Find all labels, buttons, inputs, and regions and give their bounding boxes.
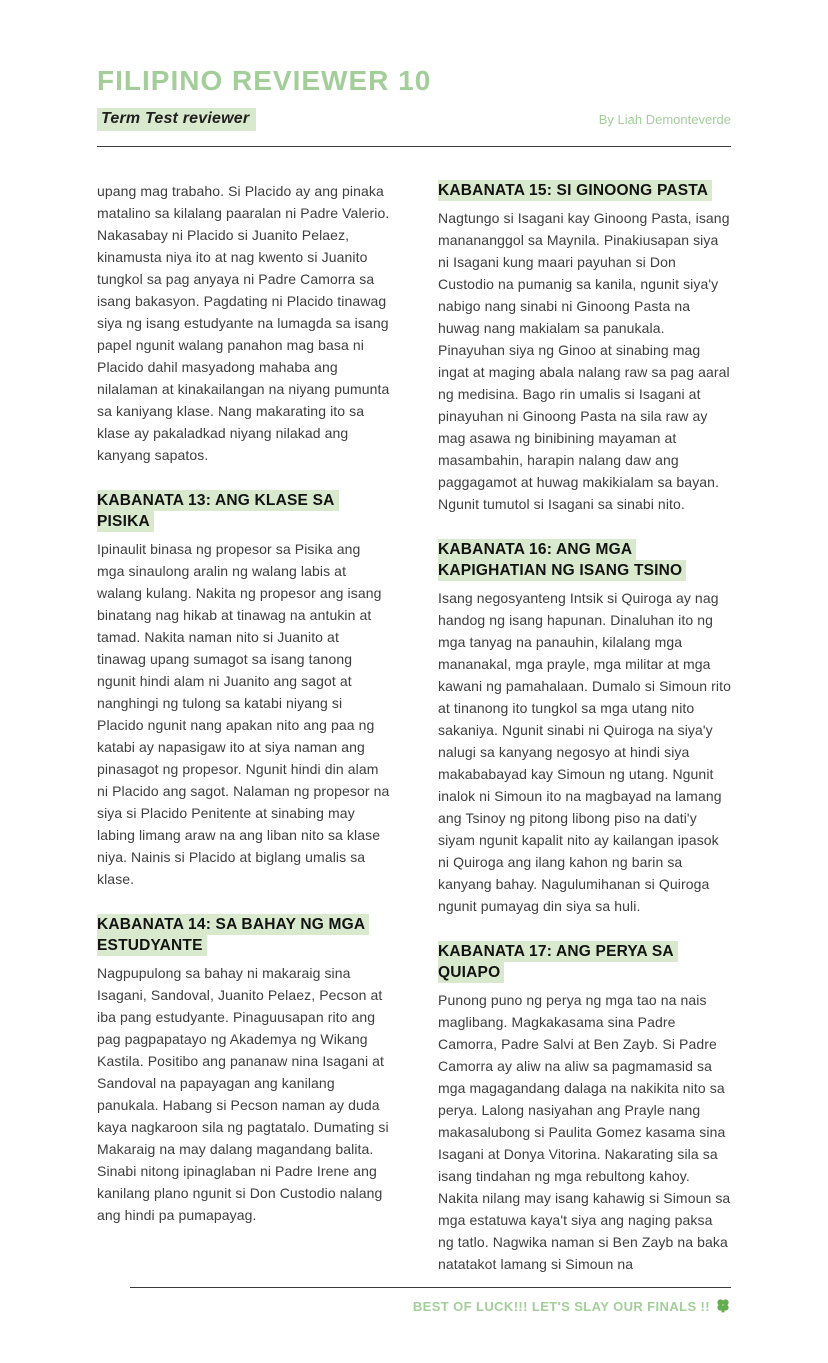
paragraph-kabanata-17: Punong puno ng perya ng mga tao na nais maglibang. Magkakasama sina Padre Camorra, Padre Salvi at Ben Zayb. Si Padre Camorra ay aliw na aliw sa pagmamasid sa mga magagandang dalaga na nakikita nito sa perya. Lalong nasiyahan ang Prayle nang makasalubong si Paulita Gomez kasama sina Isagani at Donya Vitorina. Nakarating sila sa isang tindahan ng mga rebultong kahoy. Nakita nilang may isang kahawig si Simoun sa mga estatuwa kaya't siya ang naging paksa ng tatlo. Nagwika naman si Ben Zayb na baka natatakot lamang si Simoun na (438, 992, 731, 1273)
author-byline: By Liah Demonteverde (598, 112, 731, 128)
subheader-row (97, 108, 731, 131)
two-column-body (97, 180, 731, 1275)
paragraph-kabanata-13: Ipinaulit binasa ng propesor sa Pisika ang mga sinaulong aralin ng walang labis at walang kulang. Nakita ng propesor ang isang binatang nag hikab at tinawag na antukin at tamad. Nakita naman nito si Juanito at tinawag upang sumagot sa isang tanong ngunit hindi alam ni Juanito ang sagot at nanghingi ng tulong sa katabi niyang si Placido ngunit nang apakan nito ang paa ng katabi ay napasigaw ito at siya naman ang pinasagot ng propesor. Ngunit hindi din alam ni Placido ang sagot. Nalaman ng propesor na siya si Placido Penitente at sinabing may labing limang araw na ang liban nito sa klase niya. Nainis si Placido at biglang umalis sa klase. (97, 541, 390, 888)
left-column (97, 180, 390, 1275)
paragraph-kabanata-14: Nagpupulong sa bahay ni makaraig sina Isagani, Sandoval, Juanito Pelaez, Pecson at iba pang estudyante. Pinaguusapan rito ang pag pagpapatayo ng Akademya ng Wikang Kastila. Positibo ang pananaw nina Isagani at Sandoval na papayagan ang kanilang panukala. Habang si Pecson naman ay duda kaya nagkaroon sila ng pagtatalo. Dumating si Makaraig na may dalang magandang balita. Sinabi nitong ipinaglaban ni Padre Irene ang kanilang plano ngunit si Don Custodio nalang ang hindi pa pumapayag. (97, 965, 389, 1224)
section-heading-kabanata-13: KABANATA 13: ANG KLASE SA PISIKA (97, 490, 390, 532)
footer-divider (130, 1287, 731, 1288)
section-heading-kabanata-14: KABANATA 14: SA BAHAY NG MGA ESTUDYANTE (97, 914, 390, 956)
document-header (97, 66, 731, 147)
header-divider (97, 146, 731, 147)
clover-icon (715, 1297, 731, 1316)
footer-message (97, 1297, 731, 1316)
paragraph-kabanata-15: Nagtungo si Isagani kay Ginoong Pasta, isang manananggol sa Maynila. Pinakiusapan siya ni Isagani kung maari payuhan si Don Custodio na pumanig sa kanila, ngunit siya'y nabigo nang sinabi ni Ginoong Pasta na huwag nang makialam sa panukala. Pinayuhan siya ng Ginoo at sinabing mag ingat at maging abala nalang raw sa pag aaral ng medisina. Bago rin umalis si Isagani at pinayuhan ni Ginoong Pasta na sila raw ay mag asawa ng binibining mayaman at masambahin, harapin nalang daw ang paggagamot at huwag makikialam sa bayan. Ngunit tumutol si Isagani sa sinabi nito. (438, 210, 730, 513)
document-footer (97, 1287, 731, 1316)
paragraph-kabanata-16: Isang negosyanteng Intsik si Quiroga ay nag handog ng isang hapunan. Dinaluhan ito ng mga tanyag na panauhin, kilalang mga mananakal, mga prayle, mga militar at mga kawani ng pamahalaan. Dumalo si Simoun rito at tinanong ito tungkol sa mga utang nito sakaniya. Ngunit sinabi ni Quiroga na siya'y nalugi sa kanyang negosyo at hindi siya makababayad kay Simoun ng utang. Ngunit inalok ni Simoun ito na magbayad na lamang ang Tsinoy ng pitong libong piso na dati'y siyam ngunit kapalit nito ay kailangan ipasok ni Quiroga ang ilang kahon ng barin sa kanyang bahay. Nagulumihanan si Quiroga ngunit pumayag din siya sa huli. (438, 590, 732, 915)
section-heading-kabanata-15: KABANATA 15: SI GINOONG PASTA (438, 180, 731, 201)
right-column (438, 180, 731, 1275)
footer-message-text: BEST OF LUCK!!! LET'S SLAY OUR FINALS !! (412, 1299, 710, 1314)
paragraph-kabanata-12-continued: upang mag trabaho. Si Placido ay ang pinaka matalino sa kilalang paaralan ni Padre Valerio. Nakasabay ni Placido si Juanito Pelaez, kinamusta niya ito at nag kwento si Juanito tungkol sa pag anyaya ni Padre Camorra sa isang bakasyon. Pagdating ni Placido tinawag siya ng isang estudyante na lumagda sa isang papel ngunit walang panahon mag basa ni Placido dahil masyadong mahaba ang nilalaman at kinakailangan na niyang pumunta sa kaniyang klase. Nang makarating ito sa klase ay pakaladkad niyang nilakad ang kanyang sapatos. (97, 183, 390, 464)
document-subtitle: Term Test reviewer (97, 108, 256, 131)
section-heading-kabanata-17: KABANATA 17: ANG PERYA SA QUIAPO (438, 941, 731, 983)
section-heading-kabanata-16: KABANATA 16: ANG MGA KAPIGHATIAN NG ISANG TSINO (438, 539, 731, 581)
page-title: FILIPINO REVIEWER 10 (97, 65, 432, 96)
